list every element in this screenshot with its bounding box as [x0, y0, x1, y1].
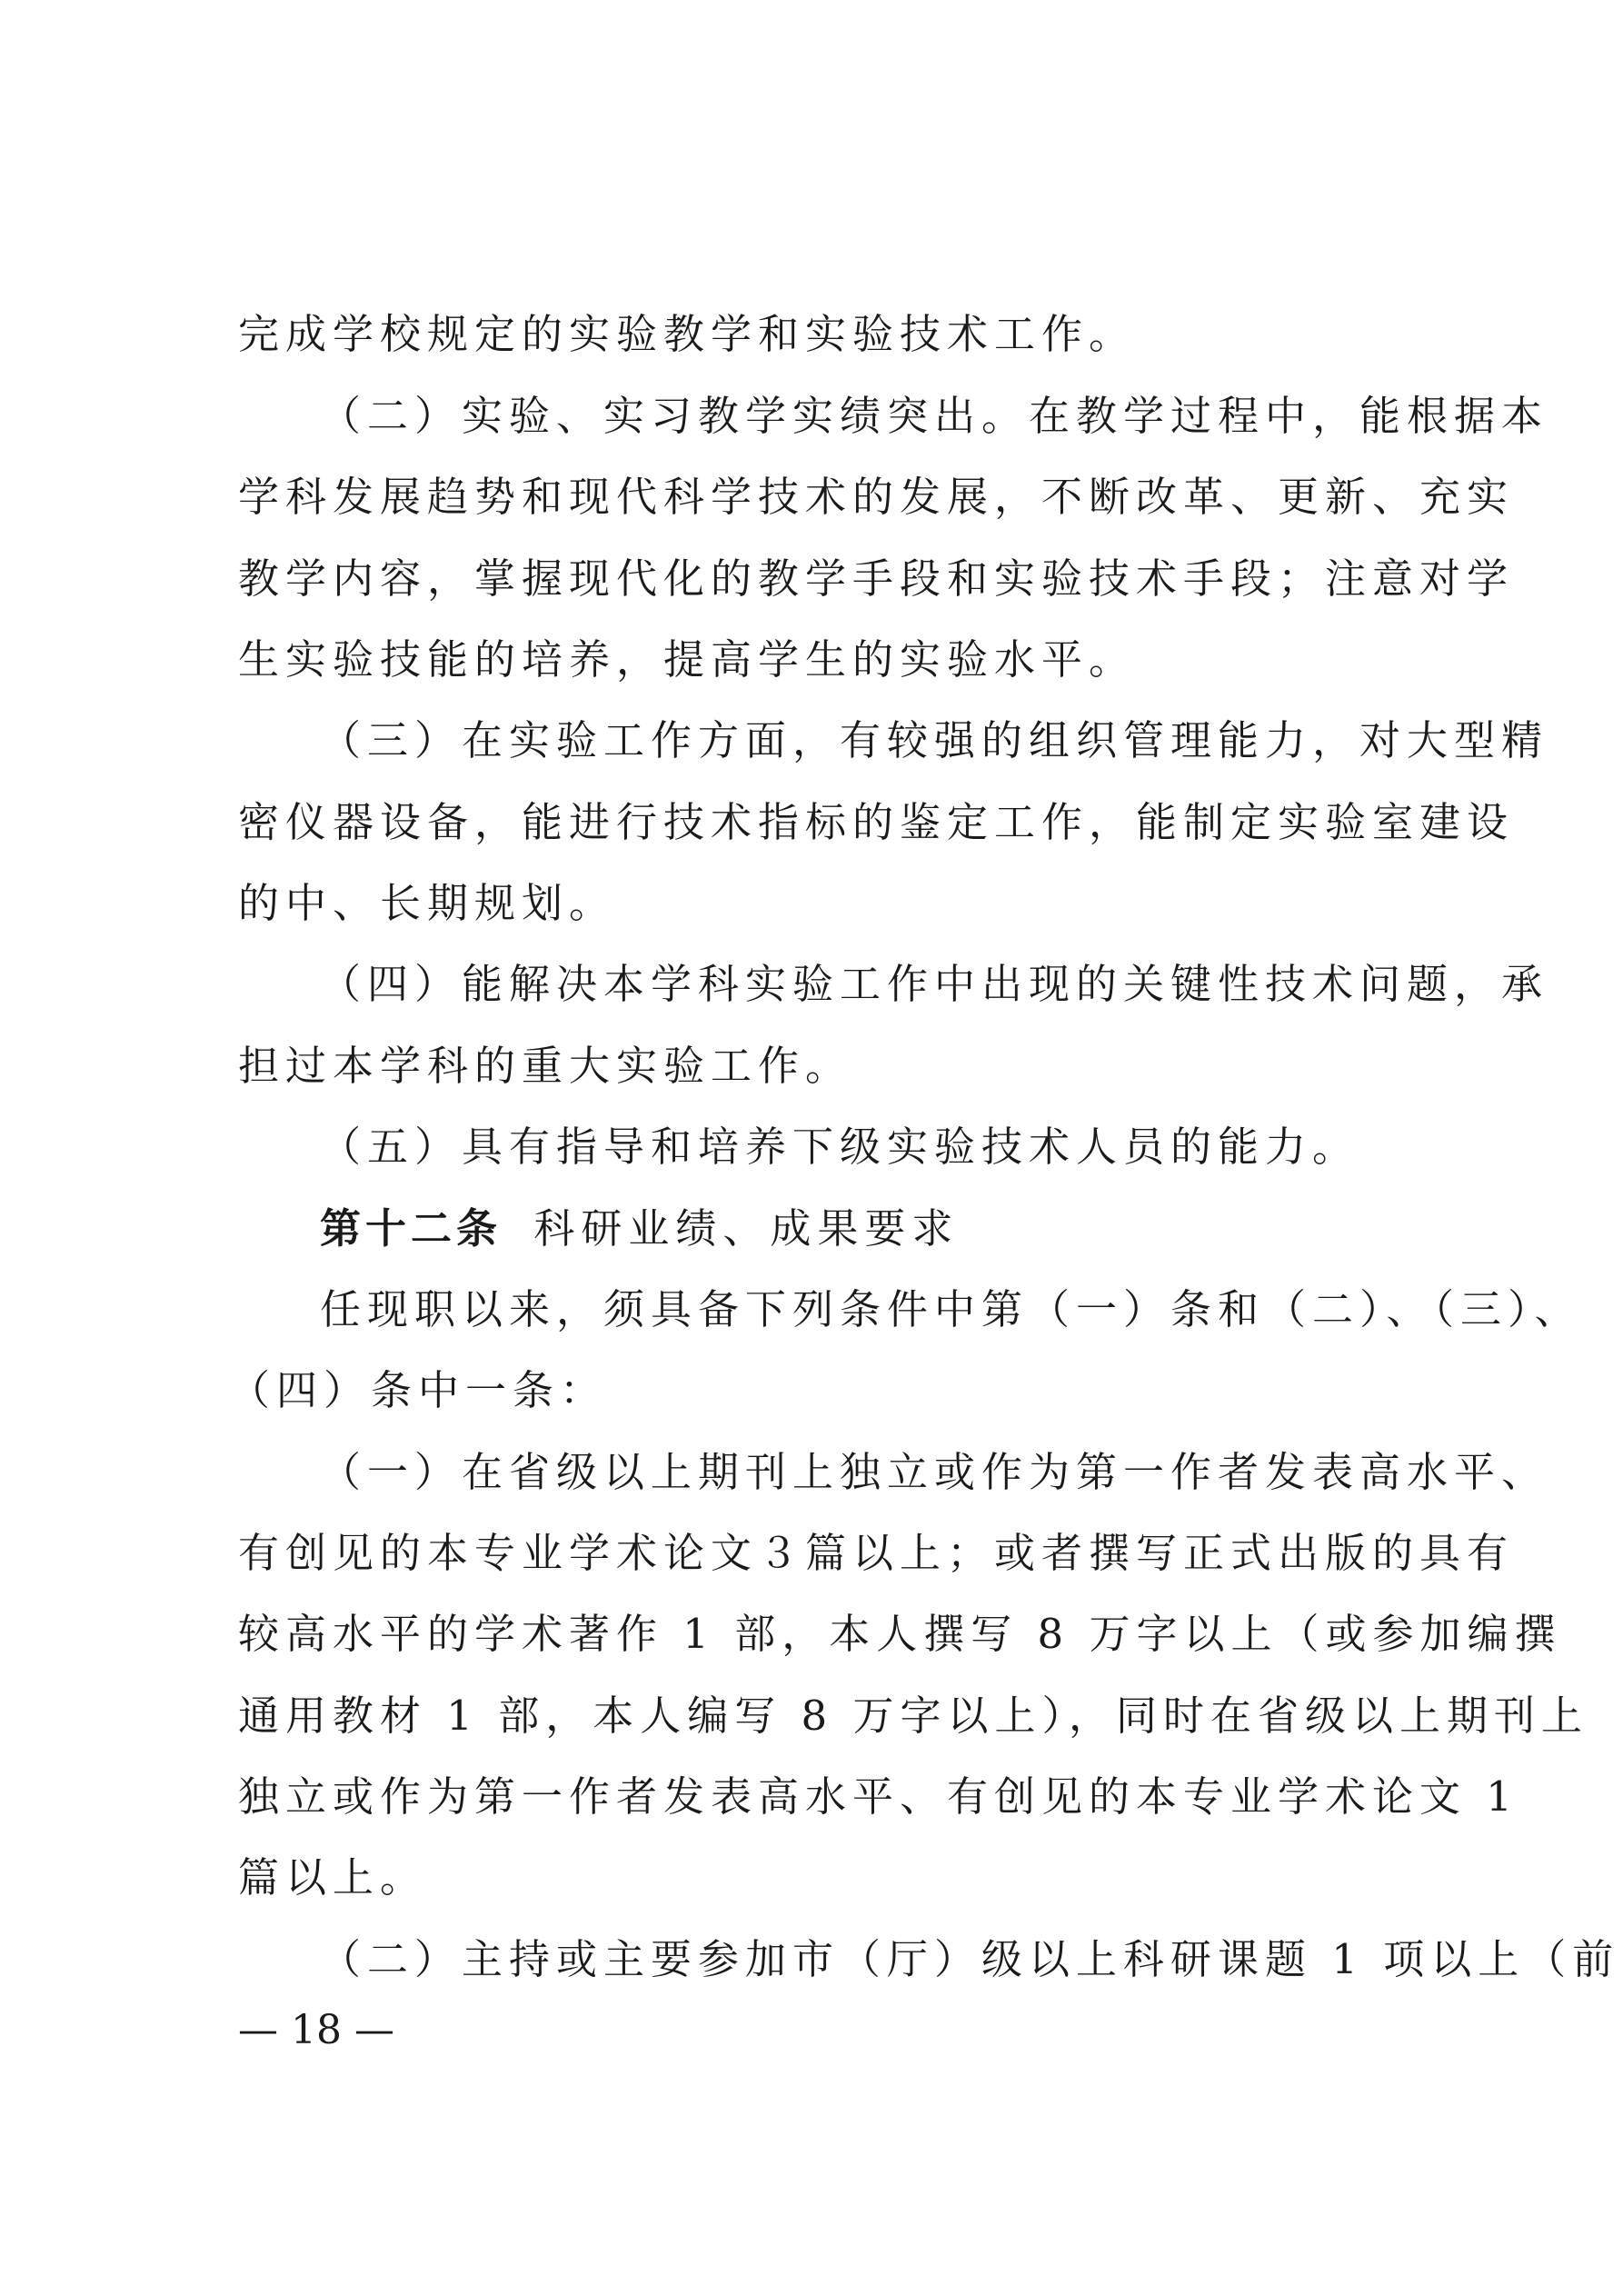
text-line: 密仪器设备，能进行技术指标的鉴定工作，能制定实验室建设: [238, 798, 1515, 846]
text-line: 篇以上。: [238, 1853, 428, 1902]
page-number: — 18 —: [238, 2007, 394, 2053]
text-line: 的中、长期规划。: [238, 879, 617, 927]
article-heading: [320, 1202, 1392, 1256]
text-line: 有创见的本专业学术论文３篇以上；或者撰写正式出版的具有: [238, 1529, 1515, 1577]
text-line: （三）在实验工作方面，有较强的组织管理能力，对大型精: [320, 716, 1549, 764]
text-line: （五）具有指导和培养下级实验技术人员的能力。: [320, 1123, 1360, 1171]
text-line: （四）能解决本学科实验工作中出现的关键性技术问题，承: [320, 960, 1549, 1008]
text-line: 任现职以来，须具备下列条件中第（一）条和（二）、（三）、: [320, 1285, 1582, 1333]
text-line: 完成学校规定的实验教学和实验技术工作。: [238, 310, 1137, 358]
text-line: 独立或作为第一作者发表高水平、有创见的本专业学术论文 1: [238, 1772, 1518, 1821]
text-line: 教学内容，掌握现代化的教学手段和实验技术手段；注意对学: [238, 554, 1515, 603]
text-line: （二）主持或主要参加市（厅）级以上科研课题 1 项以上（前: [320, 1935, 1620, 1983]
article-title: 科研业绩、成果要求: [533, 1204, 960, 1253]
text-line: 学科发展趋势和现代科学技术的发展，不断改革、更新、充实: [238, 473, 1515, 521]
text-line: 通用教材 1 部，本人编写 8 万字以上），同时在省级以上期刊上: [238, 1692, 1588, 1740]
article-label: 第十二条: [320, 1204, 503, 1253]
text-line: （二）实验、实习教学实绩突出。在教学过程中，能根据本: [320, 392, 1549, 440]
text-line: 生实验技能的培养，提高学生的实验水平。: [238, 635, 1137, 684]
text-line: （一）在省级以上期刊上独立或作为第一作者发表高水平、: [320, 1448, 1549, 1496]
text-line: （四）条中一条：: [229, 1366, 608, 1414]
text-line: 担过本学科的重大实验工作。: [238, 1042, 853, 1090]
text-line: 较高水平的学术著作 1 部，本人撰写 8 万字以上（或参加编撰: [238, 1610, 1562, 1658]
